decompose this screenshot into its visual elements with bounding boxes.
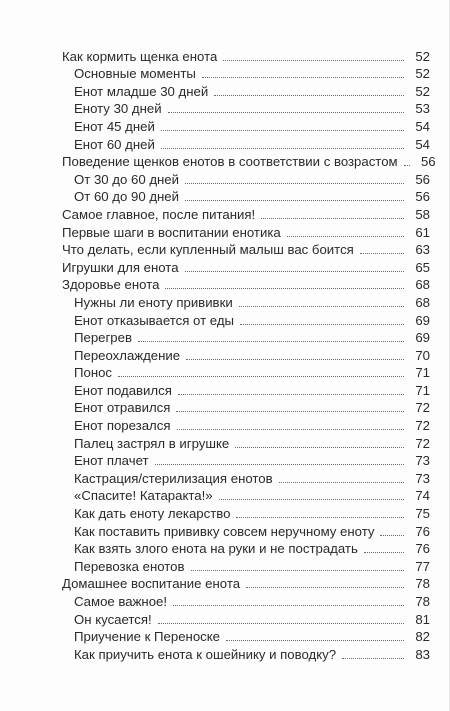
toc-entry-page-number: 56 [415,189,430,205]
dot-leader [178,394,404,395]
toc-entry [62,345,430,363]
toc-entry-page-number: 54 [415,136,430,152]
toc-entry [62,46,430,64]
dot-leader [185,183,404,184]
toc-entry-page-number: 53 [415,101,430,117]
dot-leader [214,95,404,96]
toc-entry [62,468,430,486]
dot-leader [118,376,404,377]
toc-entry-title: Как взять злого енота на руки и не пострадать [74,541,358,557]
dot-leader [202,77,404,78]
toc-entry-page-number: 58 [415,206,430,222]
toc-entry-title: Нужны ли еноту прививки [74,294,233,310]
toc-entry-title: Енот порезался [74,418,171,434]
toc-entry-title: Перевозка енотов [74,558,185,574]
toc-entry-title: «Спасите! Катаракта!» [74,488,213,504]
toc-entry-page-number: 52 [415,66,430,82]
toc-entry [62,609,430,627]
toc-entry [62,328,430,346]
toc-entry [62,574,430,592]
toc-entry-page-number: 72 [415,418,430,434]
toc-entry [62,240,430,258]
toc-entry [62,99,430,117]
toc-entry [62,486,430,504]
dot-leader [138,341,404,342]
toc-entry-title: Основные моменты [74,66,196,82]
toc-entry [62,398,430,416]
toc-entry [62,81,430,99]
toc-entry-page-number: 76 [415,541,430,557]
toc-entry [62,204,430,222]
toc-entry-title: Как поставить прививку совсем неручному еноту [74,523,375,539]
toc-entry-title: Перегрев [74,330,132,346]
toc-entry-page-number: 71 [415,365,430,381]
toc-entry [62,521,430,539]
toc-entry [62,152,436,170]
toc-entry-page-number: 69 [415,312,430,328]
dot-leader [287,236,404,237]
toc-entry [62,187,430,205]
toc-entry-title: Понос [74,365,113,381]
toc-entry-title: Енот младше 30 дней [74,83,209,99]
toc-entry-title: Здоровье енота [62,277,160,293]
dot-leader [404,165,410,166]
toc-entry-page-number: 73 [415,470,430,486]
toc-entry-page-number: 69 [415,330,430,346]
toc-entry-page-number: 61 [415,224,430,240]
dot-leader [161,130,404,131]
toc-entry-title: Как дать еноту лекарство [74,506,231,522]
toc-entry-title: Как приучить енота к ошейнику и поводку? [74,646,337,662]
dot-leader [380,535,404,536]
toc-entry-page-number: 70 [415,347,430,363]
toc-entry-title: Енот отказывается от еды [74,312,235,328]
toc-entry-page-number: 75 [415,506,430,522]
toc-entry-page-number: 82 [415,629,430,645]
toc-entry-title: Переохлаждение [74,347,181,363]
toc-entry [62,539,430,557]
toc-entry-title: Самое главное, после питания! [62,206,256,222]
toc-entry [62,134,430,152]
toc-entry [62,627,430,645]
dot-leader [165,288,404,289]
dot-leader [342,658,404,659]
dot-leader [279,482,404,483]
toc-entry-page-number: 78 [415,576,430,592]
dot-leader [173,605,404,606]
toc-entry-page-number: 65 [415,259,430,275]
toc-entry-title: Поведение щенков енотов в соответствии с возрастом [62,154,398,170]
dot-leader [364,552,404,553]
toc-entry-title: От 30 до 60 дней [74,171,179,187]
toc-entry-page-number: 72 [415,435,430,451]
toc-entry [62,64,430,82]
dot-leader [360,253,404,254]
toc-entry [62,451,430,469]
toc-entry [62,591,430,609]
toc-entry [62,644,430,662]
toc-entry-title: Кастрация/стерилизация енотов [74,470,273,486]
dot-leader [155,464,404,465]
toc-entry [62,169,430,187]
toc-entry-title: Енот подавился [74,382,172,398]
toc-entry-page-number: 76 [415,523,430,539]
toc-entry-page-number: 56 [415,171,430,187]
toc-entry [62,310,430,328]
dot-leader [219,499,404,500]
toc-entry [62,116,430,134]
dot-leader [226,640,404,641]
toc-entry-page-number: 56 [420,154,436,170]
dot-leader [185,271,404,272]
dot-leader [186,359,404,360]
dot-leader [191,570,404,571]
dot-leader [168,112,404,113]
toc-entry-title: Енот 60 дней [74,136,155,152]
toc-entry [62,415,430,433]
dot-leader [177,429,405,430]
toc-entry-title: Приучение к Переноске [74,629,221,645]
toc-entry-title: Самое важное! [74,594,168,609]
toc-entry-page-number: 71 [415,382,430,398]
toc-entry [62,292,430,310]
toc-entry-page-number: 68 [415,294,430,310]
toc-entry [62,222,430,240]
toc-entry-page-number: 63 [415,242,430,258]
toc-entry-page-number: 73 [415,453,430,469]
toc-entry-title: Палец застрял в игрушке [74,435,230,451]
toc-entry-page-number: 78 [415,594,430,609]
toc-entry [62,503,430,521]
toc-entry-page-number: 68 [415,277,430,293]
dot-leader [158,623,404,624]
toc-entry-page-number: 83 [415,646,430,662]
toc-entry-page-number: 52 [415,83,430,99]
toc-entry-title: Игрушки для енота [62,259,179,275]
toc-entry [62,433,430,451]
toc-entry [62,363,430,381]
dot-leader [240,324,404,325]
dot-leader [246,587,404,588]
dot-leader [185,200,404,201]
toc-entry-page-number: 81 [415,611,430,627]
toc-entry-page-number: 52 [415,48,430,64]
dot-leader [235,447,404,448]
toc-entry-title: Еноту 30 дней [74,101,162,117]
dot-leader [236,517,404,518]
toc-entry-page-number: 77 [415,558,430,574]
toc-entry-page-number: 74 [415,488,430,504]
toc-entry [62,380,430,398]
dot-leader [176,411,404,412]
toc-entry-title: Первые шаги в воспитании енотика [62,224,281,240]
dot-leader [239,306,404,307]
toc-entry [62,275,430,293]
toc-entry-title: От 60 до 90 дней [74,189,179,205]
toc-entry-page-number: 54 [415,118,430,134]
dot-leader [161,148,404,149]
table-of-contents [62,46,436,662]
toc-entry-title: Домашнее воспитание енота [62,576,241,592]
toc-entry-title: Енот отравился [74,400,171,416]
toc-entry-title: Как кормить щенка енота [62,48,218,64]
toc-entry-title: Енот 45 дней [74,118,155,134]
toc-entry [62,556,430,574]
toc-entry-title: Енот плачет [74,453,149,469]
toc-entry-page-number: 72 [415,400,430,416]
toc-entry-title: Он кусается! [74,611,152,627]
dot-leader [261,218,404,219]
toc-entry-title: Что делать, если купленный малыш вас боится [62,242,354,258]
toc-entry [62,257,430,275]
dot-leader [223,60,404,61]
